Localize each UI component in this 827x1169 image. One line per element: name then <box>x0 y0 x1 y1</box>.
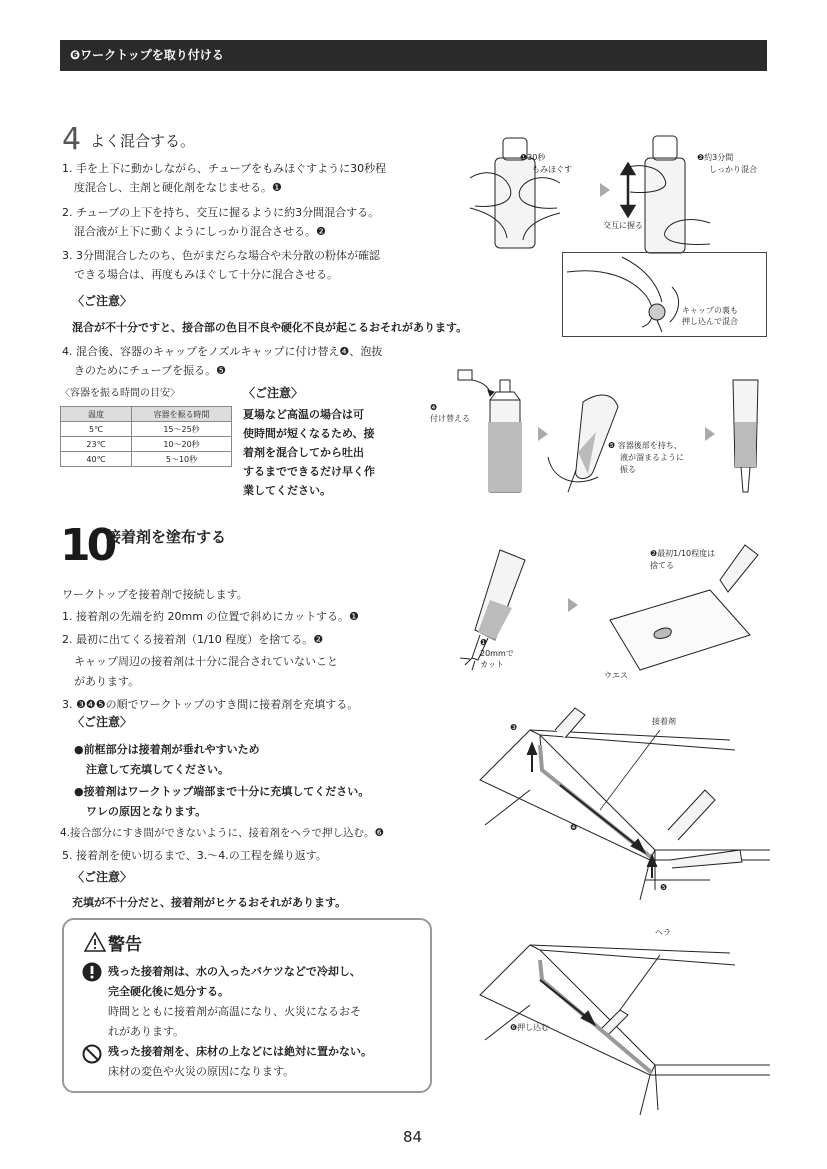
table-cell: 5℃ <box>61 422 132 437</box>
table-row <box>61 437 232 452</box>
table-header: 温度 <box>61 407 132 422</box>
caution-bullet: 注意して充填してください。 <box>86 763 229 776</box>
caution-line: 使時間が短くなるため、接 <box>243 427 375 440</box>
figure-caption: ヘラ <box>655 928 671 937</box>
caution-heading: 〈ご注意〉 <box>72 294 133 308</box>
figure-caption: しっかり混合 <box>709 165 757 174</box>
step10-item-2: 2. 最初に出てくる接着剤（1/10 程度）を捨てる。❷ <box>62 633 324 646</box>
figure-caption: 20mmで <box>480 649 514 658</box>
caution-heading: 〈ご注意〉 <box>243 386 304 400</box>
step4-item-3b: できる場合は、再度もみほぐして十分に混合させる。 <box>74 268 338 281</box>
figure-caption: カット <box>480 660 504 669</box>
step4-item-2: 2. チューブの上下を持ち、交互に握るように約3分間混合する。 <box>62 206 380 219</box>
step-title: よく混合する。 <box>90 132 196 150</box>
caution-bullet: ●接着剤はワークトップ端部まで十分に充填してください。 <box>74 785 370 798</box>
warning-item2-text: 床材の変色や火災の原因になります。 <box>108 1065 295 1078</box>
caution-bullet: ●前框部分は接着剤が垂れやすいため <box>74 743 260 756</box>
figure-caption: ❹ <box>430 403 438 412</box>
caution-line: 夏場など高温の場合は可 <box>243 408 364 421</box>
warning-title: 警告 <box>108 935 142 955</box>
prohibition-icon <box>82 1044 102 1064</box>
step10-item-2c: があります。 <box>74 675 140 688</box>
step4-item-1: 1. 手を上下に動かしながら、チューブをもみほぐすように30秒程 <box>62 162 387 175</box>
caution-text: 充填が不十分だと、接着剤がヒケるおそれがあります。 <box>72 896 347 909</box>
table-cell: 23℃ <box>61 437 132 452</box>
figure-caption: 付け替える <box>430 414 470 423</box>
warning-item1-text: 時間とともに接着剤が高温になり、火災になるおそ <box>108 1005 361 1018</box>
table-title: 〈容器を振る時間の目安〉 <box>60 388 180 399</box>
figure-caption: キャップの裏も <box>682 306 738 315</box>
figure-caption: 捨てる <box>650 561 674 570</box>
caution-line: 業してください。 <box>243 484 331 497</box>
figure-caption: ❷約3分間 <box>697 153 734 162</box>
warning-item1-bold: 残った接着剤は、水の入ったバケツなどで冷却し、 <box>108 965 361 978</box>
figure-caption: ❻押し込む <box>510 1023 550 1032</box>
table-row <box>61 452 232 467</box>
figure-caption: ❶30秒 <box>520 153 546 162</box>
warning-triangle-icon <box>84 932 106 952</box>
warning-item1-text: れがあります。 <box>108 1025 185 1038</box>
step4-item-4: 4. 混合後、容器のキャップをノズルキャップに付け替え❹、泡抜 <box>62 345 383 358</box>
caution-heading: 〈ご注意〉 <box>72 870 133 884</box>
step-number: 4 <box>62 122 82 157</box>
caution-line: するまでできるだけ早く作 <box>243 465 375 478</box>
step10-item-2b: キャップ周辺の接着剤は十分に混合されていないこと <box>74 655 338 668</box>
page-number: 84 <box>403 1128 423 1146</box>
table-row <box>61 422 232 437</box>
step10-item-1: 1. 接着剤の先端を約 20mm の位置で斜めにカットする。❶ <box>62 610 359 623</box>
figure-caption: ❶ <box>480 638 488 647</box>
section-header: ❻ワークトップを取り付ける <box>60 40 767 71</box>
caution-bullet: ワレの原因となります。 <box>86 805 207 818</box>
step10-intro: ワークトップを接着剤で接続します。 <box>62 588 248 601</box>
caution-text: 混合が不十分ですと、接合部の色目不良や硬化不良が起こるおそれがあります。 <box>72 321 468 334</box>
caution-line: 着剤を混合してから吐出 <box>243 446 364 459</box>
shake-time-table <box>60 406 232 467</box>
mandatory-icon <box>82 962 102 982</box>
step4-item-3: 3. 3分間混合したのち、色がまだらな場合や未分散の粉体が確認 <box>62 249 380 262</box>
fill-gap-illustration <box>480 700 770 915</box>
step10-item-4: 4.接合部分にすき間ができないように、接着剤をヘラで押し込む。❻ <box>60 827 384 839</box>
warning-item2-bold: 残った接着剤を、床材の上などには絶対に置かない。 <box>108 1045 372 1058</box>
nozzle-shake-illustration <box>428 362 768 510</box>
warning-item1-bold: 完全硬化後に処分する。 <box>108 985 229 998</box>
table-cell: 10〜20秒 <box>132 437 232 452</box>
figure-caption: ❸ <box>510 723 518 732</box>
caution-heading: 〈ご注意〉 <box>72 715 133 729</box>
step-number: 10 <box>60 520 114 571</box>
table-cell: 40℃ <box>61 452 132 467</box>
figure-caption: 液が溜まるように <box>620 453 684 462</box>
kneading-illustration <box>465 128 765 253</box>
figure-caption: 交互に握る <box>603 221 643 230</box>
figure-caption: ❺ 容器後部を持ち、 <box>608 441 682 450</box>
table-header-row <box>61 407 232 422</box>
figure-caption: 振る <box>620 465 636 474</box>
table-header: 容器を振る時間 <box>132 407 232 422</box>
figure-caption: ❺ <box>660 883 668 892</box>
figure-caption: ❷最初1/10程度は <box>650 549 716 558</box>
table-cell: 5〜10秒 <box>132 452 232 467</box>
table-cell: 15〜25秒 <box>132 422 232 437</box>
figure-caption: ❹ <box>570 823 578 832</box>
step10-item-5: 5. 接着剤を使い切るまで、3.〜4.の工程を繰り返す。 <box>62 849 327 862</box>
cut-nozzle-illustration <box>460 540 760 685</box>
step10-item-3: 3. ❸❹❺の順でワークトップのすき間に接着剤を充填する。 <box>62 698 359 711</box>
figure-caption: 押し込んで混合 <box>682 317 738 326</box>
figure-caption: もみほぐす <box>532 165 572 174</box>
figure-caption: 接着剤 <box>652 717 676 726</box>
step-title: 接着剤を塗布する <box>106 528 227 546</box>
step4-item-2b: 混合液が上下に動くようにしっかり混合させる。❷ <box>74 225 326 238</box>
figure-caption: ウエス <box>604 671 628 680</box>
step4-item-1b: 度混合し、主剤と硬化剤をなじませる。❶ <box>74 181 282 194</box>
step4-item-4b: きのためにチューブを振る。❺ <box>74 364 226 377</box>
caution-block <box>243 405 375 500</box>
